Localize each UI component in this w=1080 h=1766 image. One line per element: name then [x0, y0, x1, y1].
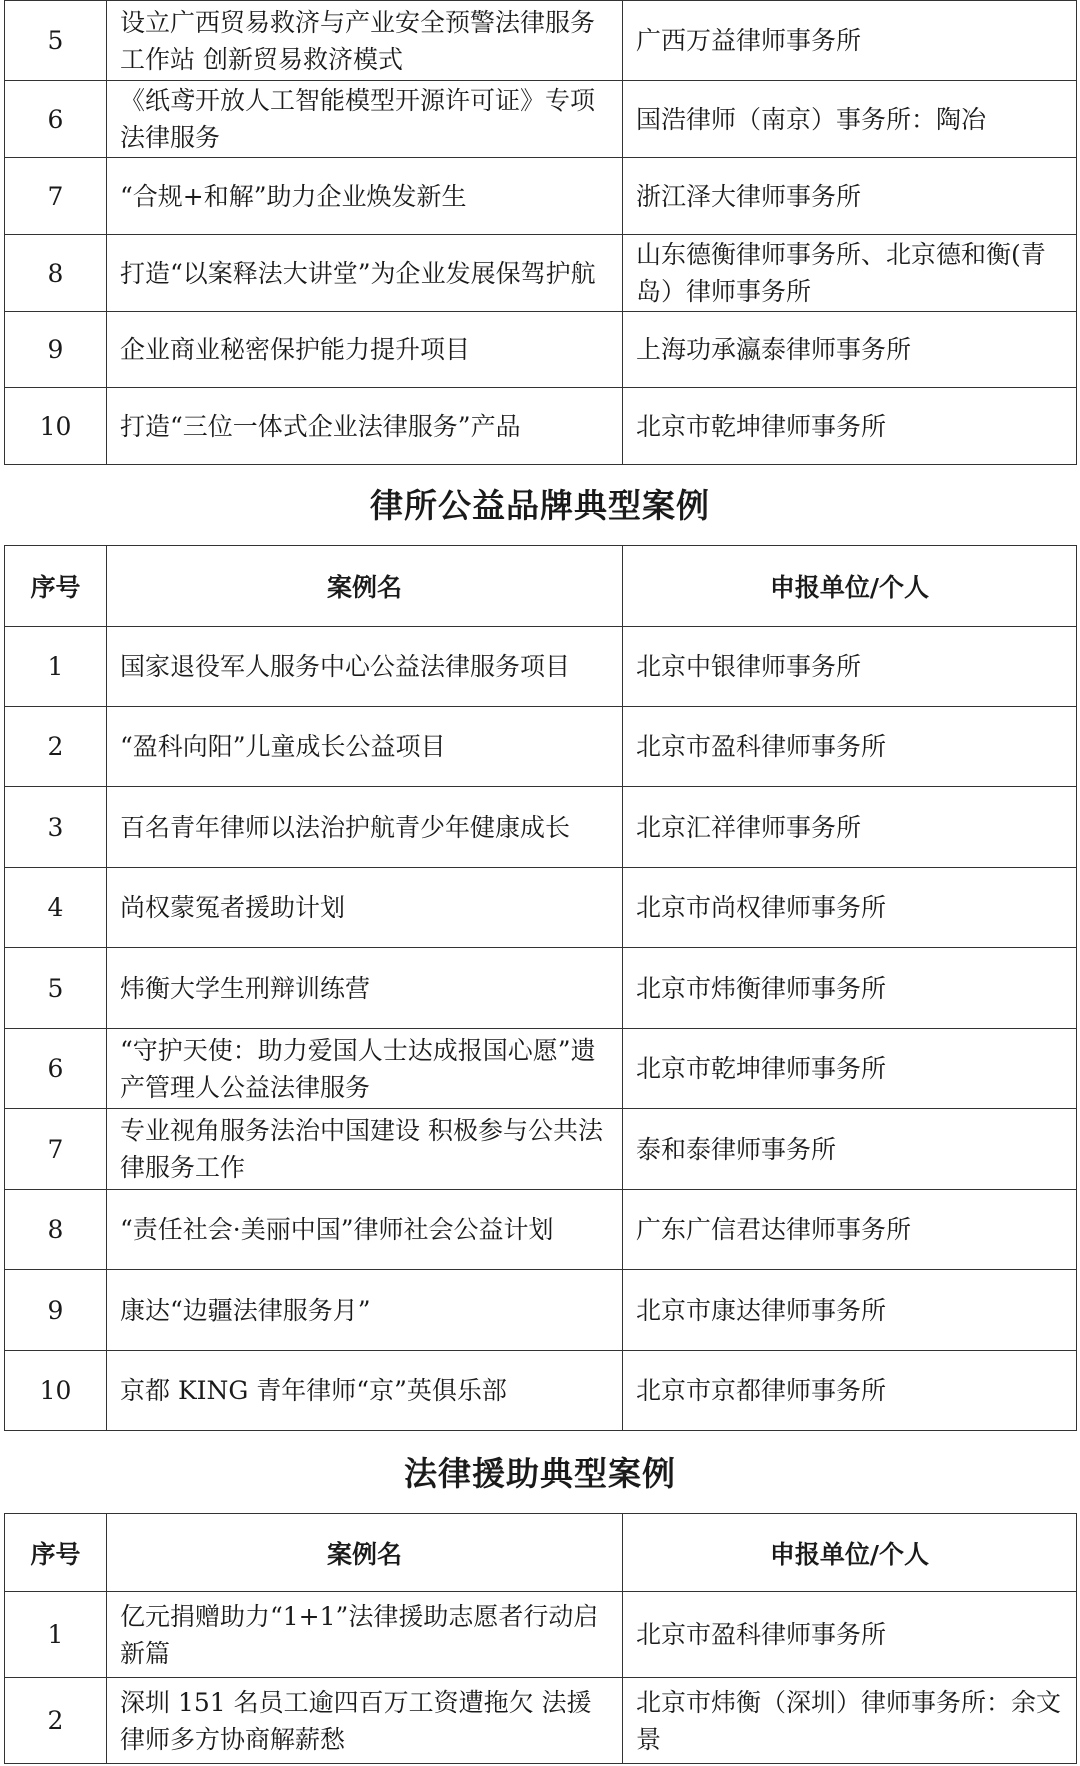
section-title-public-welfare: 律所公益品牌典型案例 [370, 486, 710, 525]
row-number: 6 [5, 1029, 107, 1109]
applicant-unit: 北京汇祥律师事务所 [623, 787, 1077, 868]
case-name: 尚权蒙冤者援助计划 [107, 868, 623, 948]
case-name: 百名青年律师以法治护航青少年健康成长 [107, 787, 623, 868]
table-row [5, 868, 1077, 948]
applicant-unit: 北京市乾坤律师事务所 [623, 1029, 1077, 1109]
case-name: 亿元捐赠助力“1+1”法律援助志愿者行动启新篇 [107, 1592, 623, 1678]
case-name: 国家退役军人服务中心公益法律服务项目 [107, 627, 623, 707]
applicant-unit: 北京市盈科律师事务所 [623, 1592, 1077, 1678]
row-number: 7 [5, 1109, 107, 1190]
cases-table-continued [4, 0, 1077, 465]
applicant-unit: 泰和泰律师事务所 [623, 1109, 1077, 1190]
row-number: 9 [5, 312, 107, 388]
case-name: 打造“三位一体式企业法律服务”产品 [107, 388, 623, 465]
table-row [5, 707, 1077, 787]
case-name: 炜衡大学生刑辩训练营 [107, 948, 623, 1029]
header-number: 序号 [5, 546, 107, 627]
table-row [5, 312, 1077, 388]
table-row [5, 1270, 1077, 1351]
header-case-name: 案例名 [107, 1514, 623, 1592]
applicant-unit: 山东德衡律师事务所、北京德和衡(青岛）律师事务所 [623, 235, 1077, 312]
table-row [5, 1190, 1077, 1270]
table-row [5, 627, 1077, 707]
row-number: 1 [5, 1592, 107, 1678]
row-number: 2 [5, 1678, 107, 1764]
case-name: “合规+和解”助力企业焕发新生 [107, 158, 623, 235]
row-number: 10 [5, 388, 107, 465]
row-number: 10 [5, 1351, 107, 1431]
row-number: 8 [5, 235, 107, 312]
row-number: 1 [5, 627, 107, 707]
table-header-row [5, 1514, 1077, 1592]
row-number: 5 [5, 948, 107, 1029]
applicant-unit: 北京市乾坤律师事务所 [623, 388, 1077, 465]
case-name: “守护天使：助力爱国人士达成报国心愿”遗产管理人公益法律服务 [107, 1029, 623, 1109]
header-applicant-unit: 申报单位/个人 [623, 1514, 1077, 1592]
row-number: 8 [5, 1190, 107, 1270]
row-number: 2 [5, 707, 107, 787]
table-row [5, 1592, 1077, 1678]
case-name: 企业商业秘密保护能力提升项目 [107, 312, 623, 388]
applicant-unit: 北京市康达律师事务所 [623, 1270, 1077, 1351]
applicant-unit: 上海功承瀛泰律师事务所 [623, 312, 1077, 388]
case-name: “责任社会·美丽中国”律师社会公益计划 [107, 1190, 623, 1270]
table-row [5, 1678, 1077, 1764]
applicant-unit: 浙江泽大律师事务所 [623, 158, 1077, 235]
applicant-unit: 北京市盈科律师事务所 [623, 707, 1077, 787]
public-welfare-cases-table [4, 545, 1077, 1431]
applicant-unit: 北京市京都律师事务所 [623, 1351, 1077, 1431]
row-number: 6 [5, 81, 107, 158]
applicant-unit: 北京市炜衡律师事务所 [623, 948, 1077, 1029]
table-row [5, 1109, 1077, 1190]
header-case-name: 案例名 [107, 546, 623, 627]
table-row [5, 1351, 1077, 1431]
applicant-unit: 北京市炜衡（深圳）律师事务所：余文景 [623, 1678, 1077, 1764]
table-row [5, 81, 1077, 158]
row-number: 5 [5, 1, 107, 81]
applicant-unit: 广西万益律师事务所 [623, 1, 1077, 81]
table-row [5, 948, 1077, 1029]
case-name: 《纸鸢开放人工智能模型开源许可证》专项法律服务 [107, 81, 623, 158]
table-row [5, 388, 1077, 465]
case-name: 专业视角服务法治中国建设 积极参与公共法律服务工作 [107, 1109, 623, 1190]
applicant-unit: 北京中银律师事务所 [623, 627, 1077, 707]
row-number: 7 [5, 158, 107, 235]
section-title-legal-aid: 法律援助典型案例 [404, 1454, 676, 1493]
table-row [5, 1029, 1077, 1109]
case-name: 设立广西贸易救济与产业安全预警法律服务工作站 创新贸易救济模式 [107, 1, 623, 81]
table-header-row [5, 546, 1077, 627]
table-row [5, 235, 1077, 312]
table-row [5, 158, 1077, 235]
case-name: 打造“以案释法大讲堂”为企业发展保驾护航 [107, 235, 623, 312]
case-name: “盈科向阳”儿童成长公益项目 [107, 707, 623, 787]
legal-aid-cases-table [4, 1513, 1077, 1764]
header-number: 序号 [5, 1514, 107, 1592]
table-row [5, 787, 1077, 868]
row-number: 9 [5, 1270, 107, 1351]
case-name: 康达“边疆法律服务月” [107, 1270, 623, 1351]
table-row [5, 1, 1077, 81]
applicant-unit: 广东广信君达律师事务所 [623, 1190, 1077, 1270]
case-name: 深圳 151 名员工逾四百万工资遭拖欠 法援律师多方协商解薪愁 [107, 1678, 623, 1764]
applicant-unit: 国浩律师（南京）事务所：陶冶 [623, 81, 1077, 158]
row-number: 3 [5, 787, 107, 868]
row-number: 4 [5, 868, 107, 948]
case-name: 京都 KING 青年律师“京”英俱乐部 [107, 1351, 623, 1431]
header-applicant-unit: 申报单位/个人 [623, 546, 1077, 627]
applicant-unit: 北京市尚权律师事务所 [623, 868, 1077, 948]
